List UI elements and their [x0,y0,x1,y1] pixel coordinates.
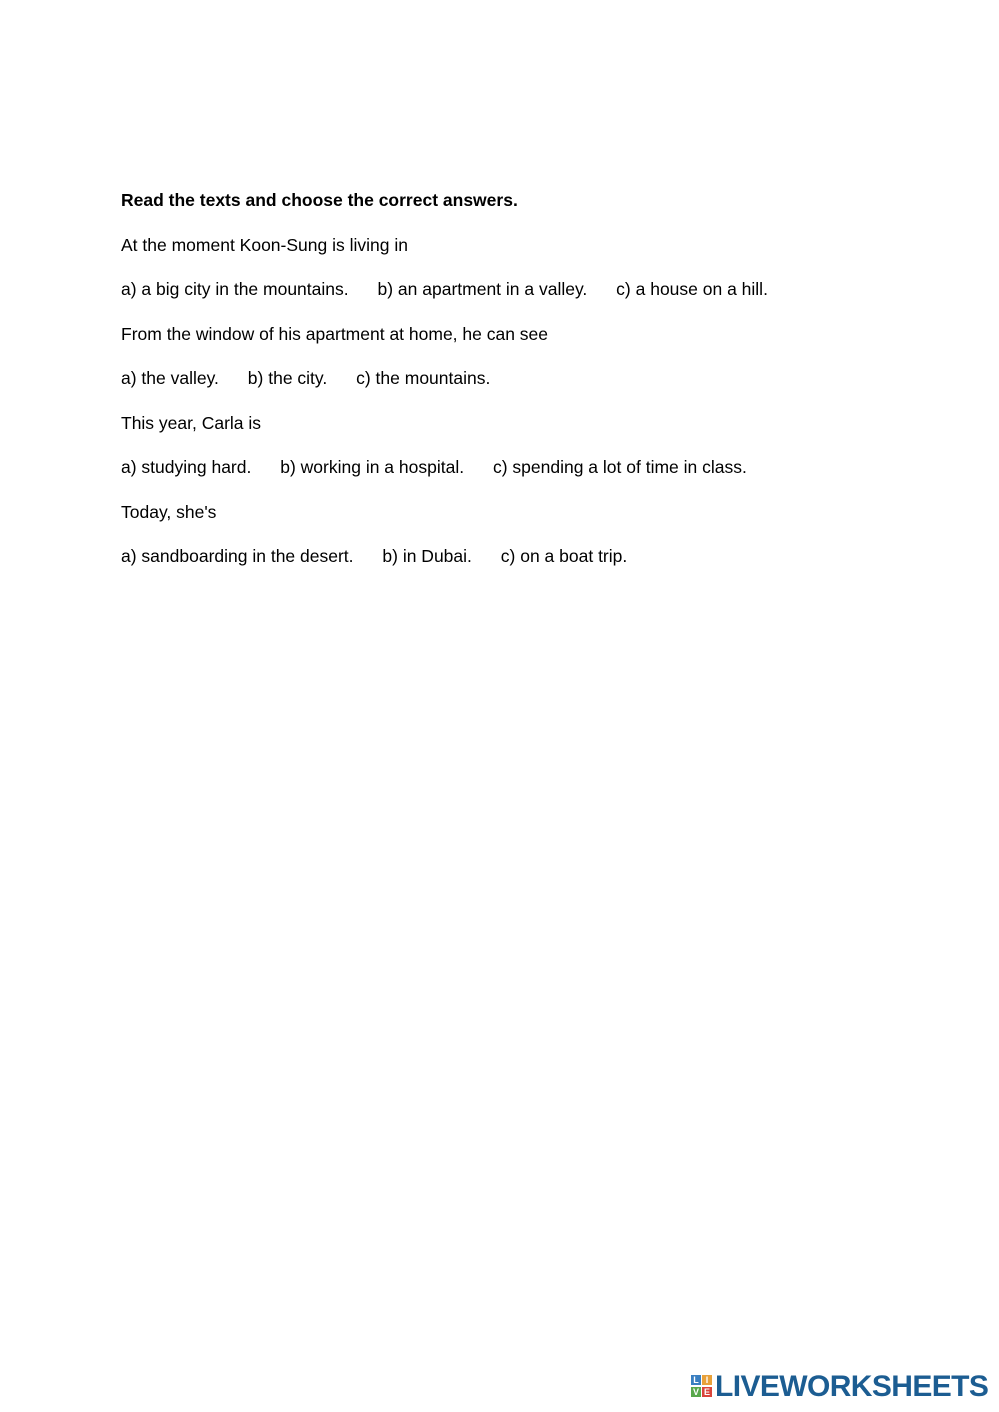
question-4-options [121,545,941,567]
liveworksheets-logo-icon [691,1375,713,1399]
question-3-prompt: This year, Carla is [121,412,262,433]
worksheet-content [121,189,941,590]
question-1-options [121,278,941,300]
question-2-option-c[interactable]: c) the mountains. [356,368,491,388]
question-2-option-a[interactable]: a) the valley. [121,368,219,388]
question-4-prompt: Today, she's [121,501,217,522]
logo-square-v: V [692,1387,699,1397]
logo-square-e: E [703,1387,710,1397]
question-1-option-c[interactable]: c) a house on a hill. [616,279,768,299]
question-1-prompt: At the moment Koon-Sung is living in [121,234,408,255]
question-4-option-a[interactable]: a) sandboarding in the desert. [121,546,354,566]
question-4-option-b[interactable]: b) in Dubai. [382,546,472,566]
question-3-option-a[interactable]: a) studying hard. [121,457,252,477]
liveworksheets-logo-text: LIVEWORKSHEETS [715,1370,989,1403]
liveworksheets-logo [691,1370,989,1403]
instruction-text: Read the texts and choose the correct answers. [121,190,518,210]
logo-square-i: I [702,1375,712,1385]
question-2-options [121,367,941,389]
question-3-option-c[interactable]: c) spending a lot of time in class. [492,457,747,477]
question-4-option-c[interactable]: c) on a boat trip. [500,546,628,566]
question-2-option-b[interactable]: b) the city. [247,368,328,388]
question-3-options [121,456,941,478]
question-2-prompt: From the window of his apartment at home, he can see [121,323,549,344]
question-3-option-b[interactable]: b) working in a hospital. [280,457,465,477]
question-1-option-b[interactable]: b) an apartment in a valley. [377,279,588,299]
question-1-option-a[interactable]: a) a big city in the mountains. [121,279,349,299]
logo-square-l: L [691,1375,701,1385]
